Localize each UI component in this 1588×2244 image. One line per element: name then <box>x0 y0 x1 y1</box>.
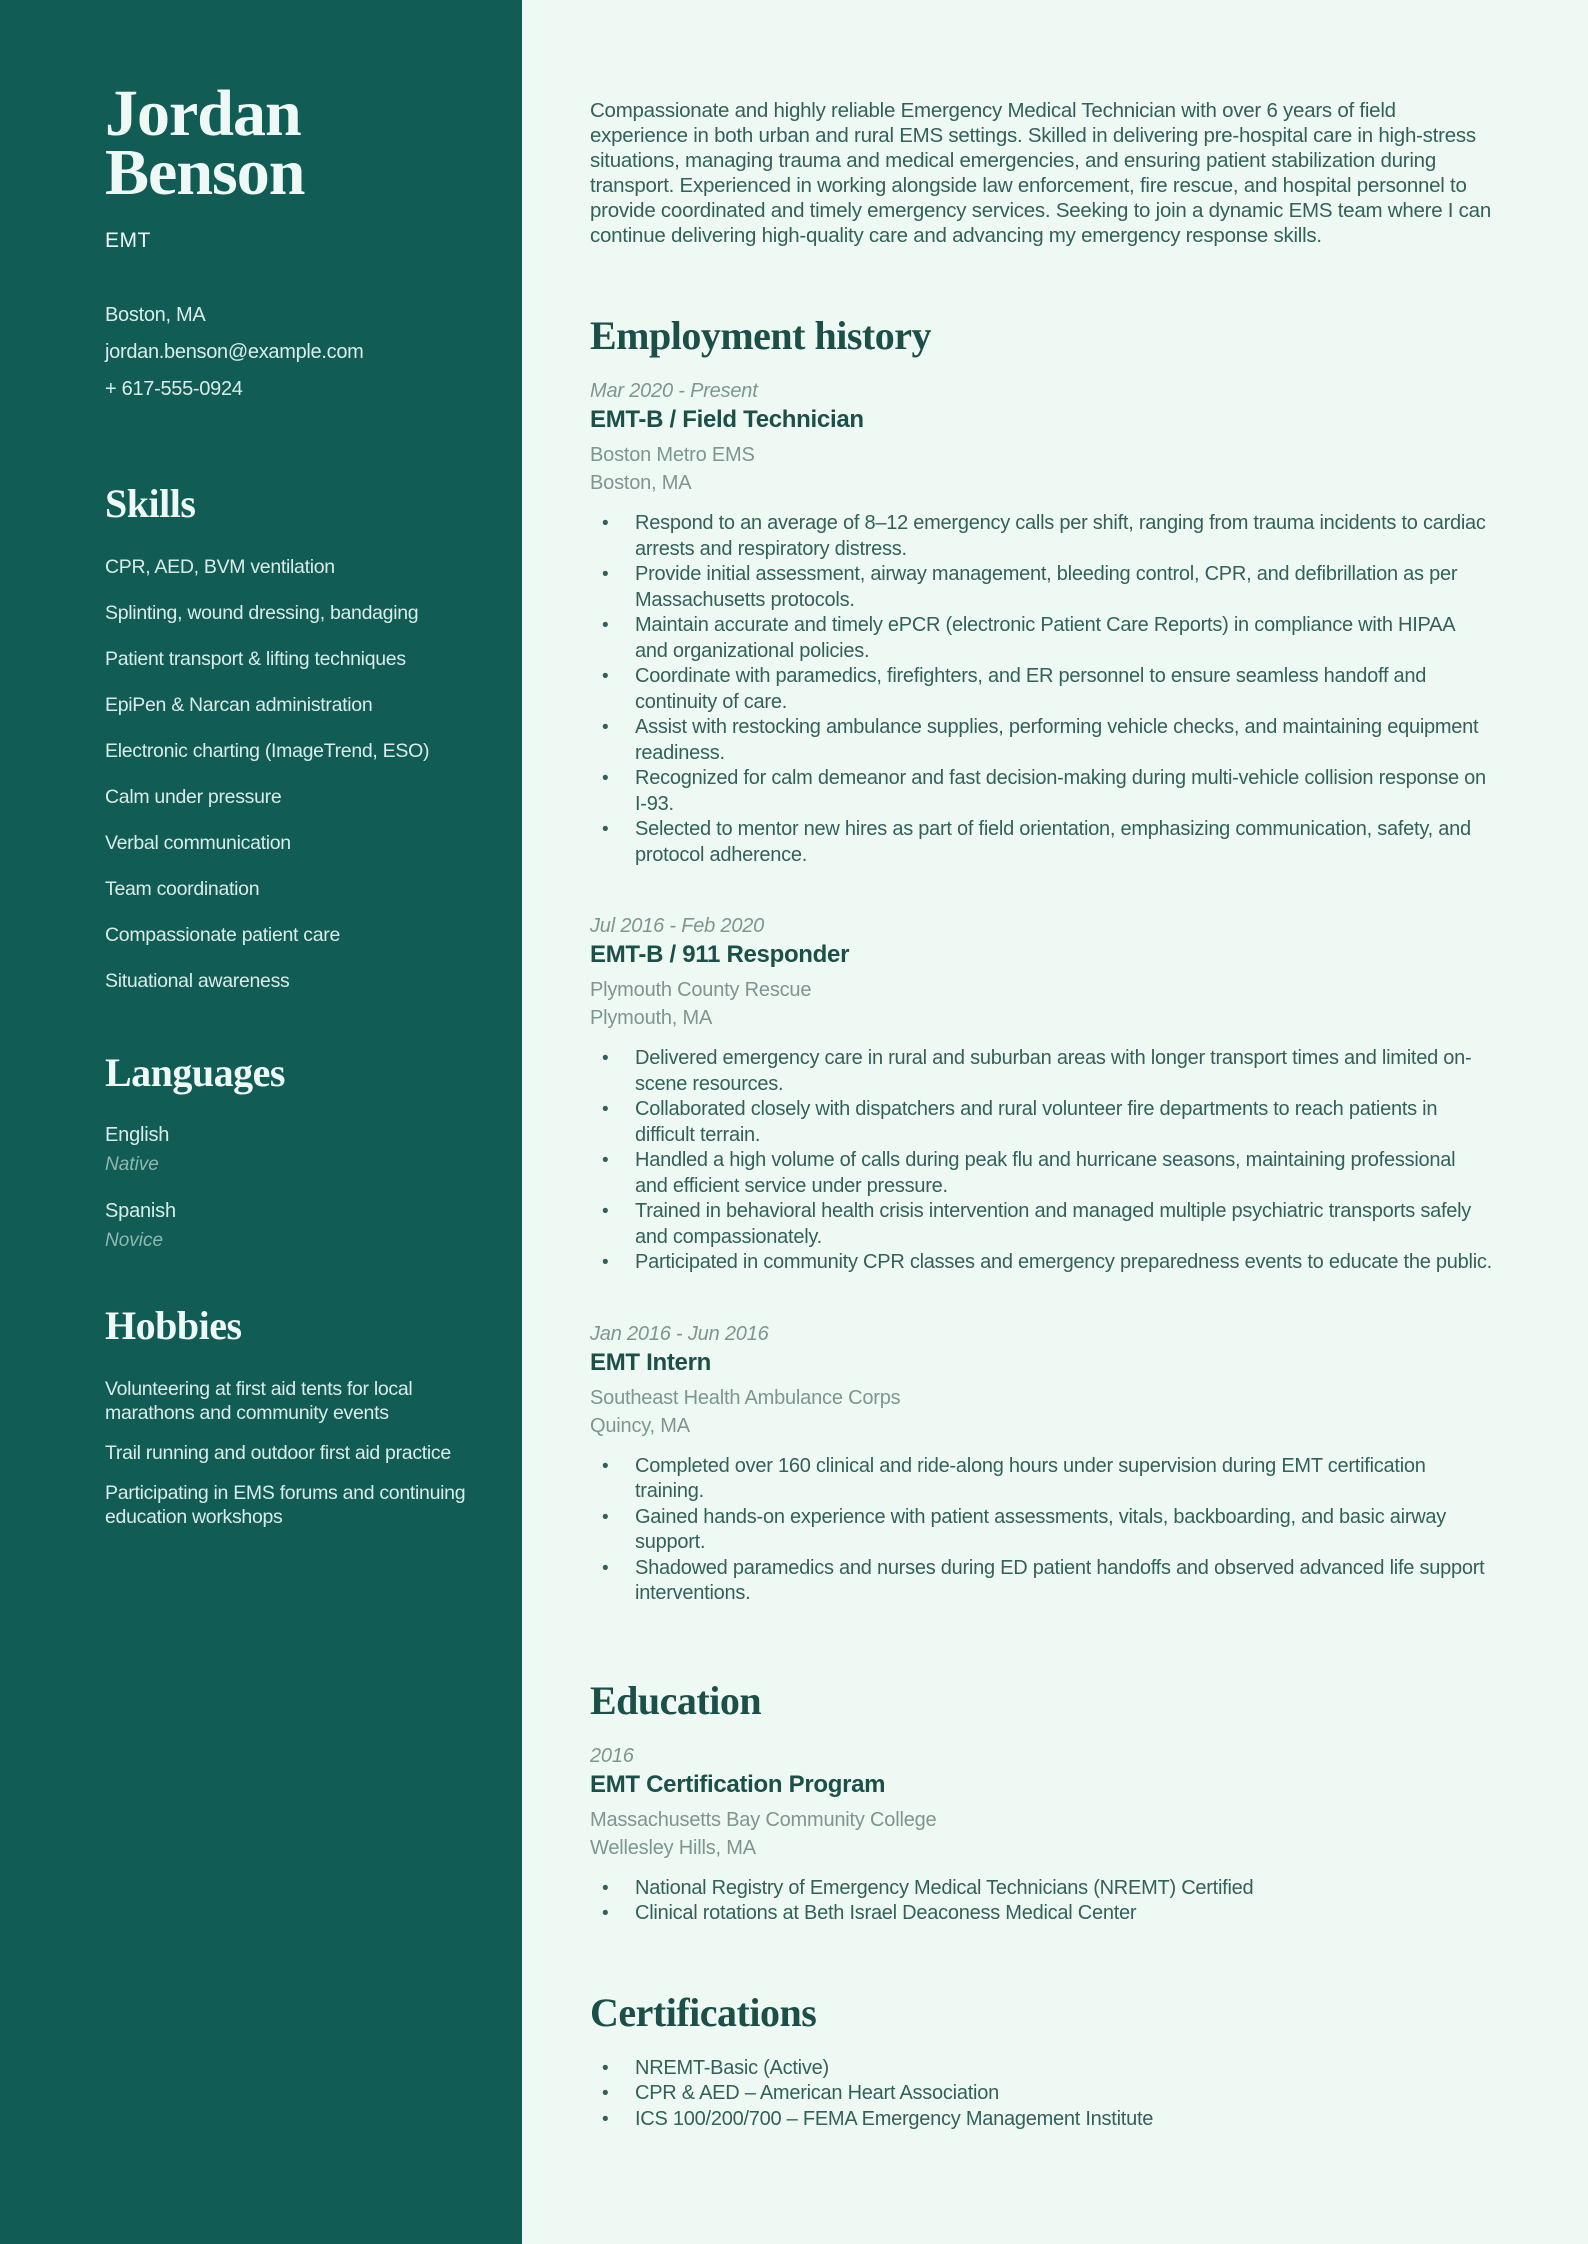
job-bullet: • Trained in behavioral health crisis intervention and managed multiple psychiatric transports safely and compassionately. <box>590 1199 1492 1250</box>
skill-item: EpiPen & Narcan administration <box>105 693 373 716</box>
sidebar <box>0 0 522 2244</box>
skill-item: Calm under pressure <box>105 785 282 808</box>
education-heading: Education <box>590 1677 762 1723</box>
candidate-name: Jordan Benson <box>105 77 305 210</box>
candidate-role: EMT <box>105 228 151 252</box>
job-bullet: • Coordinate with paramedics, firefighters, and ER personnel to ensure seamless handoff and continuity of care. <box>590 664 1492 715</box>
job-company: Boston Metro EMS <box>590 444 755 466</box>
job-dates: Jan 2016 - Jun 2016 <box>590 1322 769 1345</box>
job-title: EMT-B / Field Technician <box>590 406 864 433</box>
contact-item: jordan.benson@example.com <box>105 340 364 363</box>
job-bullet: • Completed over 160 clinical and ride-along hours under supervision during EMT certification training. <box>590 1454 1492 1505</box>
language-level: Native <box>105 1153 159 1175</box>
job-dates: Mar 2020 - Present <box>590 380 758 402</box>
language-name: English <box>105 1123 170 1146</box>
job-bullets <box>590 1046 1492 1276</box>
education-school: Massachusetts Bay Community College <box>590 1808 937 1831</box>
job-location: Quincy, MA <box>590 1414 690 1437</box>
education-bullets <box>590 1876 1492 1927</box>
job-bullet: • Recognized for calm demeanor and fast decision-making during multi-vehicle collision response on I-93. <box>590 766 1492 817</box>
job-bullet: • Participated in community CPR classes and emergency preparedness events to educate the public. <box>590 1250 1492 1276</box>
job-bullet: • Respond to an average of 8–12 emergency calls per shift, ranging from trauma incidents to cardiac arrests and respiratory distress. <box>590 511 1492 562</box>
skill-item: Splinting, wound dressing, bandaging <box>105 601 419 624</box>
language-item <box>105 1124 490 1176</box>
job-location: Plymouth, MA <box>590 1007 713 1029</box>
jobs-list <box>590 379 1492 1607</box>
hobby-item: Trail running and outdoor first aid practice <box>105 1441 451 1464</box>
certification-bullet: • NREMT-Basic (Active) <box>590 2056 1492 2082</box>
certifications-heading: Certifications <box>590 1989 817 2035</box>
job-bullet: • Maintain accurate and timely ePCR (electronic Patient Care Reports) in compliance with HIPAA and organizational policies. <box>590 613 1492 664</box>
language-level: Novice <box>105 1229 164 1251</box>
job-entry <box>590 1322 1492 1607</box>
job-bullets <box>590 1454 1492 1607</box>
skill-item: Verbal communication <box>105 831 291 854</box>
skill-item: Situational awareness <box>105 969 290 992</box>
education-title: EMT Certification Program <box>590 1770 886 1798</box>
certification-bullet: • ICS 100/200/700 – FEMA Emergency Management Institute <box>590 2107 1492 2133</box>
contact-item: + 617-555-0924 <box>105 377 243 400</box>
summary-paragraph: Compassionate and highly reliable Emergency Medical Technician with over 6 years of field experience in both urban and rural EMS settings. Skilled in delivering pre-hospital care in high-stress situations, managing trauma and medical emergencies, and ensuring patient stabilization during transport. Experienced in working alongside law enforcement, fire rescue, and hospital personnel to provide coordinated and timely emergency services. Seeking to join a dynamic EMS team where I can continue delivering high-quality care and advancing my emergency response skills. <box>590 99 1491 247</box>
hobby-item: Participating in EMS forums and continuing education workshops <box>105 1481 466 1528</box>
hobby-item: Volunteering at first aid tents for local marathons and community events <box>105 1377 413 1424</box>
job-bullets <box>590 511 1492 868</box>
job-bullet: • Selected to mentor new hires as part of field orientation, emphasizing communication, safety, and protocol adherence. <box>590 817 1492 868</box>
language-item <box>105 1200 490 1252</box>
job-entry <box>590 379 1492 868</box>
employment-heading: Employment history <box>590 313 931 358</box>
contact-list <box>105 297 490 408</box>
job-bullet: • Collaborated closely with dispatchers and rural volunteer fire departments to reach patients in difficult terrain. <box>590 1097 1492 1148</box>
education-dates: 2016 <box>590 1744 634 1767</box>
language-name: Spanish <box>105 1199 176 1222</box>
job-bullet: • Handled a high volume of calls during peak flu and hurricane seasons, maintaining professional and efficient service under pressure. <box>590 1148 1492 1199</box>
main-column <box>522 0 1588 2244</box>
hobbies-list <box>105 1377 490 1529</box>
education-bullet: • Clinical rotations at Beth Israel Deaconess Medical Center <box>590 1901 1492 1927</box>
skills-heading: Skills <box>105 480 196 526</box>
skill-item: Team coordination <box>105 877 260 900</box>
skill-item: Electronic charting (ImageTrend, ESO) <box>105 739 430 762</box>
skill-item: Compassionate patient care <box>105 923 341 946</box>
skill-item: Patient transport & lifting techniques <box>105 647 406 670</box>
job-bullet: • Assist with restocking ambulance supplies, performing vehicle checks, and maintaining equipment readiness. <box>590 715 1492 766</box>
job-bullet: • Delivered emergency care in rural and suburban areas with longer transport times and limited on-scene resources. <box>590 1046 1492 1097</box>
job-bullet: • Provide initial assessment, airway management, bleeding control, CPR, and defibrillation as per Massachusetts protocols. <box>590 562 1492 613</box>
education-location: Wellesley Hills, MA <box>590 1836 756 1859</box>
certifications-list <box>590 2056 1492 2133</box>
job-title: EMT Intern <box>590 1348 711 1376</box>
languages-list <box>105 1124 490 1252</box>
job-title: EMT-B / 911 Responder <box>590 941 850 968</box>
hobbies-heading: Hobbies <box>105 1302 242 1348</box>
job-entry <box>590 914 1492 1276</box>
skill-item: CPR, AED, BVM ventilation <box>105 555 335 578</box>
job-bullet: • Shadowed paramedics and nurses during ED patient handoffs and observed advanced life support interventions. <box>590 1556 1492 1607</box>
job-dates: Jul 2016 - Feb 2020 <box>590 915 765 937</box>
languages-heading: Languages <box>105 1049 285 1095</box>
certification-bullet: • CPR & AED – American Heart Association <box>590 2081 1492 2107</box>
job-company: Plymouth County Rescue <box>590 979 812 1001</box>
job-company: Southeast Health Ambulance Corps <box>590 1386 901 1409</box>
job-bullet: • Gained hands-on experience with patient assessments, vitals, backboarding, and basic airway support. <box>590 1505 1492 1556</box>
skills-list <box>105 555 490 993</box>
job-location: Boston, MA <box>590 472 692 494</box>
contact-item: Boston, MA <box>105 303 206 326</box>
education-bullet: • National Registry of Emergency Medical Technicians (NREMT) Certified <box>590 1876 1492 1902</box>
education-entry <box>590 1744 1492 1927</box>
